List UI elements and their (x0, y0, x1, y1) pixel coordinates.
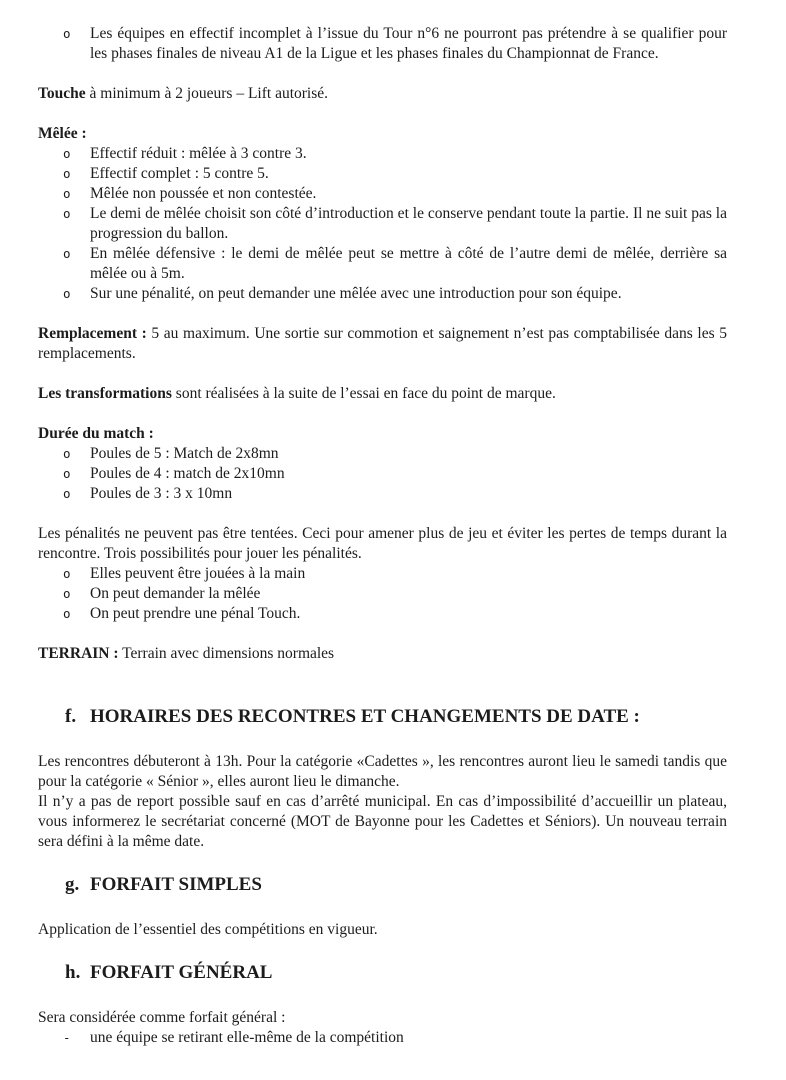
section-f-paragraph-2: Il n’y a pas de report possible sauf en cas d’arrêté municipal. En cas d’impossibilité d’accueillir un plateau, vous informerez le secrétariat concerné (MOT de Bayonne pour les Cadettes et Séniors). Un nouveau terrain sera défini à la même date. (38, 793, 727, 850)
list-item (38, 444, 727, 464)
list-item (38, 484, 727, 504)
list-item (38, 204, 727, 244)
list-item-text: Les équipes en effectif incomplet à l’issue du Tour n°6 ne pourront pas prétendre à se qualifier pour les phases finales de niveau A1 de la Ligue et les phases finales du Championnat de France. (90, 25, 727, 62)
circle-bullet: o (63, 186, 71, 201)
section-g-heading (38, 872, 727, 898)
list-item (38, 564, 727, 584)
duree-heading-label: Durée du match : (38, 425, 154, 442)
section-g-paragraph: Application de l’essentiel des compétitions en vigueur. (38, 921, 378, 938)
list-item-text: Poules de 3 : 3 x 10mn (90, 485, 233, 502)
section-f-paragraph-1: Les rencontres débuteront à 13h. Pour la catégorie «Cadettes », les rencontres auront lieu le samedi tandis que pour la catégorie « Sénior », elles auront lieu le dimanche. (38, 753, 727, 790)
section-g-label: g. (65, 874, 80, 895)
terrain-text: Terrain avec dimensions normales (118, 645, 335, 662)
list-item (38, 24, 727, 64)
section-h-heading (38, 960, 727, 986)
list-item (38, 144, 727, 164)
remplacement-text: 5 au maximum. Une sortie sur commotion et saignement n’est pas comptabilisée dans les 5 remplacements. (38, 325, 728, 362)
remplacement-label: Remplacement : (38, 325, 147, 342)
touche-paragraph (38, 84, 727, 104)
penalites-bullet-list (38, 564, 727, 624)
section-g-title: FORFAIT SIMPLES (90, 874, 262, 895)
intro-bullet-list (38, 24, 727, 64)
list-item-text: Effectif complet : 5 contre 5. (90, 165, 269, 182)
section-f-label: f. (65, 706, 77, 727)
circle-bullet: o (63, 146, 71, 161)
circle-bullet: o (63, 466, 71, 481)
circle-bullet: o (63, 486, 71, 501)
melee-heading-label: Mêlée : (38, 125, 87, 142)
circle-bullet: o (63, 566, 71, 581)
touche-text: à minimum à 2 joueurs – Lift autorisé. (85, 85, 329, 102)
list-item (38, 164, 727, 184)
circle-bullet: o (63, 446, 71, 461)
touche-label: Touche (38, 85, 86, 102)
transformations-text: sont réalisées à la suite de l’essai en face du point de marque. (171, 385, 556, 402)
melee-heading (38, 124, 727, 144)
circle-bullet: o (63, 286, 71, 301)
transformations-label: Les transformations (38, 385, 172, 402)
section-f-heading (38, 704, 727, 730)
duree-bullet-list (38, 444, 727, 504)
remplacement-paragraph (38, 324, 727, 364)
circle-bullet: o (63, 606, 71, 621)
list-item (38, 584, 727, 604)
melee-bullet-list (38, 144, 727, 304)
list-item (38, 184, 727, 204)
list-item-text: une équipe se retirant elle-même de la compétition (90, 1029, 404, 1046)
terrain-label: TERRAIN : (38, 645, 119, 662)
list-item-text: On peut prendre une pénal Touch. (90, 605, 301, 622)
circle-bullet: o (63, 26, 71, 41)
section-f-title: HORAIRES DES RECONTRES ET CHANGEMENTS DE DATE : (90, 706, 640, 727)
list-item-text: En mêlée défensive : le demi de mêlée peut se mettre à côté de l’autre demi de mêlée, derrière sa mêlée ou à 5m. (90, 245, 727, 282)
list-item-text: Poules de 4 : match de 2x10mn (90, 465, 285, 482)
list-item-text: Sur une pénalité, on peut demander une mêlée avec une introduction pour son équipe. (90, 285, 622, 302)
list-item (38, 244, 727, 284)
terrain-paragraph (38, 644, 727, 664)
duree-heading (38, 424, 727, 444)
list-item (38, 604, 727, 624)
penalites-paragraph: Les pénalités ne peuvent pas être tentées. Ceci pour amener plus de jeu et éviter les pertes de temps durant la rencontre. Trois possibilités pour jouer les pénalités. (38, 525, 727, 562)
section-h-dash-list (38, 1028, 727, 1048)
list-item-text: On peut demander la mêlée (90, 585, 261, 602)
section-f-body (38, 752, 727, 852)
list-item-text: Mêlée non poussée et non contestée. (90, 185, 317, 202)
section-h-paragraph: Sera considérée comme forfait général : (38, 1009, 286, 1026)
list-item (38, 284, 727, 304)
list-item-text: Elles peuvent être jouées à la main (90, 565, 306, 582)
circle-bullet: o (63, 246, 71, 261)
dash-bullet: - (63, 1030, 71, 1045)
circle-bullet: o (63, 206, 71, 221)
list-item (38, 464, 727, 484)
list-item (38, 1028, 727, 1048)
circle-bullet: o (63, 586, 71, 601)
circle-bullet: o (63, 166, 71, 181)
section-h-label: h. (65, 962, 81, 983)
transformations-paragraph (38, 384, 727, 404)
list-item-text: Le demi de mêlée choisit son côté d’introduction et le conserve pendant toute la partie. Il ne suit pas la progression du ballon. (90, 205, 727, 242)
section-h-title: FORFAIT GÉNÉRAL (90, 962, 273, 983)
list-item-text: Effectif réduit : mêlée à 3 contre 3. (90, 145, 307, 162)
list-item-text: Poules de 5 : Match de 2x8mn (90, 445, 279, 462)
